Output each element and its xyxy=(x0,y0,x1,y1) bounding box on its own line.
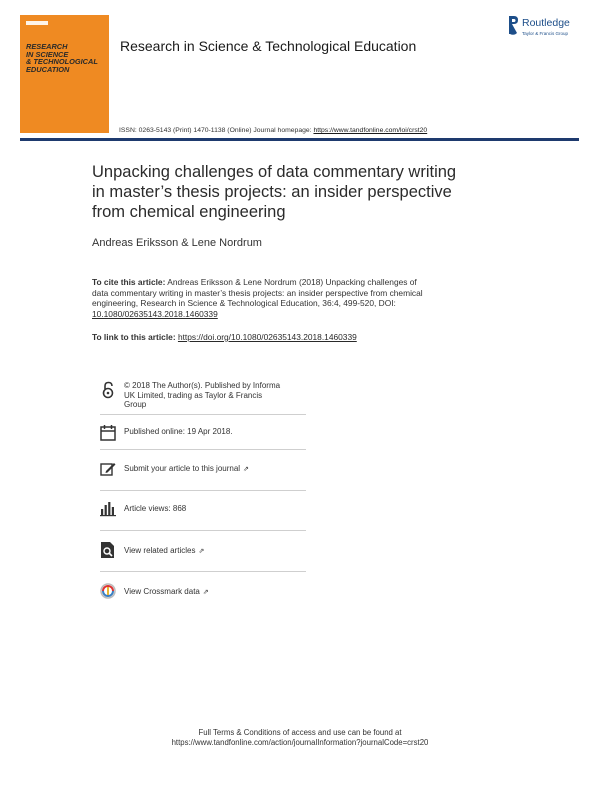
publisher-name: Routledge xyxy=(522,17,570,29)
calendar-icon xyxy=(100,424,116,442)
article-doi-link[interactable]: https://doi.org/10.1080/02635143.2018.1460339 xyxy=(177,332,357,342)
link-label: To link to this article: xyxy=(92,332,178,342)
external-link-icon: ⇗ xyxy=(202,589,209,596)
open-access-icon xyxy=(100,381,116,399)
cover-title-line: EDUCATION xyxy=(26,64,70,74)
license-line: © 2018 The Author(s). Published by Informa xyxy=(124,381,281,390)
citation-text: data commentary writing in master’s thesis projects: an insider perspective from chemical xyxy=(92,287,423,298)
divider xyxy=(100,490,306,491)
bar-chart-icon xyxy=(100,500,116,518)
cover-title-line: IN SCIENCE xyxy=(26,49,69,59)
publisher-logo xyxy=(508,15,590,41)
citation-doi-link[interactable]: 10.1080/02635143.2018.1460339 xyxy=(92,308,218,319)
citation-label: To cite this article: xyxy=(92,277,166,287)
crossmark-icon xyxy=(100,582,116,600)
external-link-icon: ⇗ xyxy=(243,466,249,473)
link-line xyxy=(92,332,357,342)
cover-title-line: & TECHNOLOGICAL xyxy=(26,57,98,67)
routledge-r-icon xyxy=(508,15,519,37)
citation-text: Andreas Eriksson & Lene Nordrum (2018) Unpacking challenges of xyxy=(165,277,417,287)
divider xyxy=(100,414,306,415)
divider xyxy=(100,449,306,450)
footer xyxy=(0,728,600,748)
related-articles-link[interactable]: View related articles xyxy=(124,546,196,555)
license-line: Group xyxy=(124,400,147,410)
submit-article-link[interactable]: Submit your article to this journal xyxy=(124,464,241,473)
article-title-line: in master’s thesis projects: an insider perspective xyxy=(92,183,452,201)
footer-terms: Full Terms & Conditions of access and use can be found at xyxy=(198,728,402,737)
journal-cover xyxy=(20,15,109,133)
license-line: UK Limited, trading as Taylor & Francis xyxy=(124,390,263,400)
cover-title xyxy=(26,43,108,73)
cover-title-line: RESEARCH xyxy=(26,42,68,51)
article-title-line: from chemical engineering xyxy=(92,203,286,221)
citation-block xyxy=(92,277,482,319)
divider xyxy=(100,530,306,531)
license-text xyxy=(124,381,314,410)
issn-line xyxy=(119,127,427,134)
publisher-subtitle: Taylor & Francis Group xyxy=(522,31,569,36)
journal-title: Research in Science & Technological Education xyxy=(120,38,417,54)
article-title-line: Unpacking challenges of data commentary writing xyxy=(92,163,457,181)
journal-homepage-link[interactable]: https://www.tandfonline.com/loi/crst20 xyxy=(313,127,428,134)
header-rule xyxy=(20,138,579,141)
crossmark-link[interactable]: View Crossmark data xyxy=(124,587,200,596)
issn-text: ISSN: 0263-5143 (Print) 1470-1138 (Online) Journal homepage: xyxy=(119,127,314,134)
edit-icon xyxy=(100,460,116,478)
divider xyxy=(100,571,306,572)
article-authors: Andreas Eriksson & Lene Nordrum xyxy=(92,237,262,249)
search-document-icon xyxy=(100,541,116,559)
footer-terms-link[interactable]: https://www.tandfonline.com/action/journalInformation?journalCode=crst20 xyxy=(171,738,429,747)
external-link-icon: ⇗ xyxy=(198,548,205,555)
article-title xyxy=(92,162,522,222)
citation-text: engineering, Research in Science & Technological Education, 36:4, 499-520, DOI: xyxy=(92,298,396,309)
published-date: Published online: 19 Apr 2018. xyxy=(124,427,233,436)
article-views: Article views: 868 xyxy=(124,504,187,513)
cover-publisher-mark xyxy=(26,21,48,25)
